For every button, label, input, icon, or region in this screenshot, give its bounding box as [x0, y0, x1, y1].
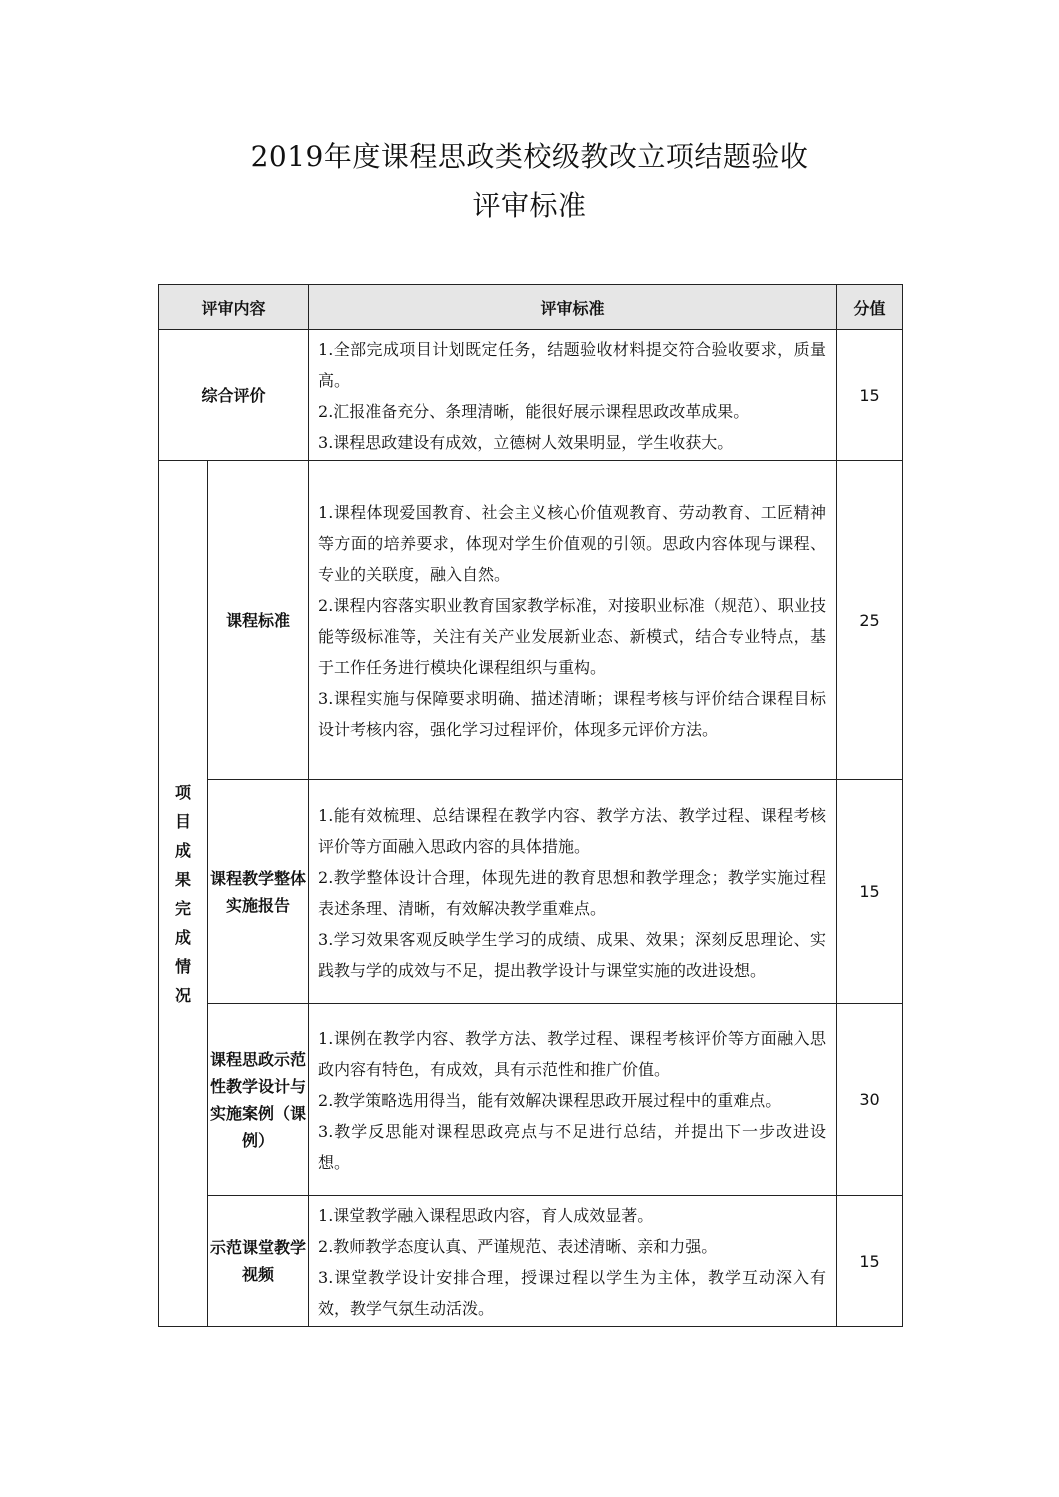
criteria-item: 1.课程体现爱国教育、社会主义核心价值观教育、劳动教育、工匠精神等方面的培养要求，体现对学生价值观的引领。思政内容体现与课程、专业的关联度，融入自然。 [318, 503, 827, 584]
criteria-item: 2.教学整体设计合理，体现先进的教育思想和教学理念；教学实施过程表述条理、清晰，有效解决教学重难点。 [318, 867, 827, 918]
criteria-item: 2.汇报准备充分、条理清晰，能很好展示课程思政改革成果。 [318, 402, 750, 421]
criteria-cell [309, 1004, 837, 1196]
criteria-item: 3.学习效果客观反映学生学习的成绩、成果、效果；深刻反思理论、实践教与学的成效与不足，提出教学设计与课堂实施的改进设想。 [318, 929, 827, 980]
page-title: 2019年度课程思政类校级教改立项结题验收 [250, 140, 809, 173]
criteria-cell [309, 461, 837, 780]
score-cell: 15 [837, 330, 903, 461]
header-row [159, 285, 903, 330]
score-cell: 30 [837, 1004, 903, 1196]
table-row [159, 1004, 903, 1196]
criteria-item: 3.教学反思能对课程思政亮点与不足进行总结，并提出下一步改进设想。 [318, 1122, 827, 1172]
criteria-cell [309, 330, 837, 461]
criteria-item: 1.全部完成项目计划既定任务，结题验收材料提交符合验收要求，质量高。 [318, 340, 827, 390]
criteria-item: 3.课堂教学设计安排合理，授课过程以学生为主体，教学互动深入有效，教学气氛生动活泼。 [318, 1268, 827, 1318]
criteria-item: 1.课堂教学融入课程思政内容，育人成效显著。 [318, 1206, 654, 1225]
criteria-item: 1.能有效梳理、总结课程在教学内容、教学方法、教学过程、课程考核评价等方面融入思政内容的具体措施。 [318, 805, 827, 856]
page-subtitle: 评审标准 [472, 189, 587, 222]
criteria-item: 2.课程内容落实职业教育国家教学标准，对接职业标准（规范）、职业技能等级标准等，关注有关产业发展新业态、新模式，结合专业特点，基于工作任务进行模块化课程组织与重构。 [318, 596, 827, 677]
criteria-cell [309, 780, 837, 1004]
rubric-table [158, 284, 903, 1327]
table-row [159, 330, 903, 461]
criteria-item: 2.教学策略选用得当，能有效解决课程思政开展过程中的重难点。 [318, 1091, 782, 1110]
row-label: 示范课堂教学视频 [208, 1196, 309, 1327]
row-label: 课程教学整体实施报告 [208, 780, 309, 1004]
criteria-item: 2.教师教学态度认真、严谨规范、表述清晰、亲和力强。 [318, 1237, 718, 1256]
row-label: 课程标准 [208, 461, 309, 780]
header-criteria: 评审标准 [309, 285, 837, 330]
row-label: 课程思政示范性教学设计与实施案例（课例） [208, 1004, 309, 1196]
header-content: 评审内容 [159, 285, 309, 330]
table-row [159, 1196, 903, 1327]
header-score: 分值 [837, 285, 903, 330]
group-label: 项目成果完成情况 [159, 461, 208, 1327]
criteria-cell [309, 1196, 837, 1327]
score-cell: 15 [837, 780, 903, 1004]
score-cell: 25 [837, 461, 903, 780]
table-row [159, 461, 903, 780]
criteria-item: 3.课程实施与保障要求明确、描述清晰；课程考核与评价结合课程目标设计考核内容，强化学习过程评价，体现多元评价方法。 [318, 689, 827, 739]
score-cell: 15 [837, 1196, 903, 1327]
row-label: 综合评价 [159, 330, 309, 461]
criteria-item: 3.课程思政建设有成效，立德树人效果明显，学生收获大。 [318, 433, 734, 452]
criteria-item: 1.课例在教学内容、教学方法、教学过程、课程考核评价等方面融入思政内容有特色，有成效，具有示范性和推广价值。 [318, 1029, 827, 1079]
table-row [159, 780, 903, 1004]
